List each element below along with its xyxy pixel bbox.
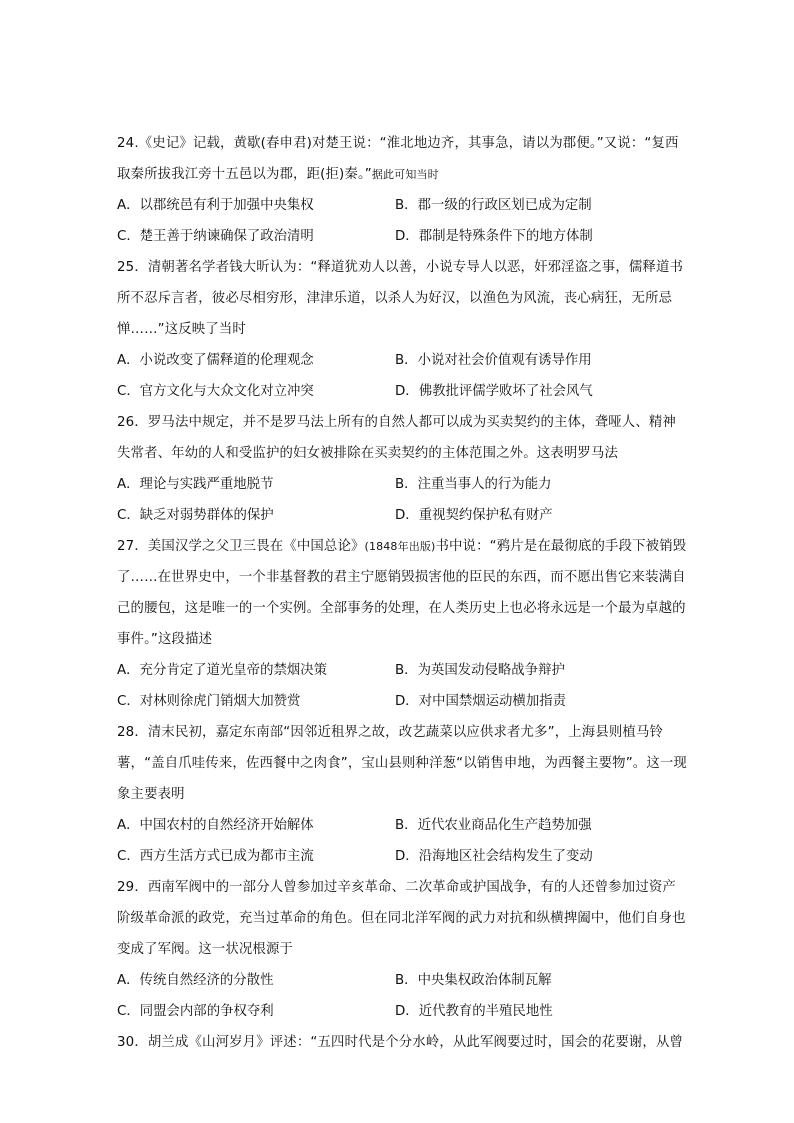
option-d: D．沿海地区社会结构发生了变动 bbox=[395, 849, 593, 864]
option-b: B．小说对社会价值观有诱导作用 bbox=[395, 353, 592, 368]
option-d: D．佛教批评儒学败坏了社会风气 bbox=[395, 384, 593, 399]
option-b: B．近代农业商品化生产趋势加强 bbox=[395, 818, 592, 833]
question-24 bbox=[117, 128, 689, 252]
stem-text: 书中说：“鸦片是在最彻底的手段下被销毁了……在世界史中，一个非基督教的君主宁愿销毁损害他的臣民的东西，而不愿出售它来装满自己的腰包，这是唯一的一个实例。全部事务的处理，在人类历史上也必将永远是一个最为卓越的事件。”这段描述 bbox=[117, 539, 687, 647]
option-a: A．以郡统邑有利于加强中央集权 bbox=[117, 198, 314, 213]
options bbox=[117, 190, 689, 252]
question-28 bbox=[117, 717, 689, 872]
option-b: B．郡一级的行政区划已成为定制 bbox=[395, 198, 592, 213]
options bbox=[117, 469, 689, 531]
option-b: B．注重当事人的行为能力 bbox=[395, 477, 552, 492]
option-a: A．小说改变了儒释道的伦理观念 bbox=[117, 353, 314, 368]
question-30 bbox=[117, 1027, 689, 1058]
stem-tail: 据此可知当时 bbox=[371, 168, 439, 181]
options bbox=[117, 655, 689, 717]
options bbox=[117, 965, 689, 1027]
question-stem bbox=[117, 128, 689, 190]
exam-page bbox=[117, 128, 689, 1058]
question-stem: 29．西南军阀中的一部分人曾参加过辛亥革命、二次革命或护国战争，有的人还曾参加过资产阶级革命派的政党，充当过革命的角色。但在同北洋军阀的武力对抗和纵横捭阖中，他们自身也变成了军阀。这一状况根源于 bbox=[117, 880, 686, 957]
option-d: D．对中国禁烟运动横加指责 bbox=[395, 694, 566, 709]
stem-prefix: 27．美国汉学之父卫三畏在《中国总论》 bbox=[117, 539, 365, 554]
question-stem: 25．清朝著名学者钱大昕认为：“释道犹劝人以善，小说专导人以恶，奸邪淫盗之事，儒释道书所不忍斥言者，彼必尽相穷形，津津乐道，以杀人为好汉，以渔色为风流，丧心病狂，无所忌惮……”这反映了当时 bbox=[117, 260, 684, 337]
question-stem: 28．清末民初，嘉定东南部“因邻近租界之故，改艺蔬菜以应供求者尤多”，上海县则植马铃薯，“盖自爪哇传来，佐西餐中之肉食”，宝山县则种洋葱“以销售申地，为西餐主要物”。这一现象主要表明 bbox=[117, 725, 687, 802]
option-c: C．西方生活方式已成为都市主流 bbox=[117, 849, 314, 864]
question-stem: 30．胡兰成《山河岁月》评述：“五四时代是个分水岭，从此军阀要过时，国会的花要谢，从曾 bbox=[117, 1035, 684, 1050]
question-26 bbox=[117, 407, 689, 531]
option-d: D．重视契约保护私有财产 bbox=[395, 508, 553, 523]
option-c: C．同盟会内部的争权夺利 bbox=[117, 1004, 274, 1019]
option-a: A．充分肯定了道光皇帝的禁烟决策 bbox=[117, 663, 328, 678]
option-a: A．传统自然经济的分散性 bbox=[117, 973, 274, 988]
options bbox=[117, 345, 689, 407]
question-25 bbox=[117, 252, 689, 407]
option-b: B．为英国发动侵略战争辩护 bbox=[395, 663, 565, 678]
option-d: D．近代教育的半殖民地性 bbox=[395, 1004, 553, 1019]
option-a: A．理论与实践严重地脱节 bbox=[117, 477, 274, 492]
option-c: C．楚王善于纳谏确保了政治清明 bbox=[117, 229, 314, 244]
option-d: D．郡制是特殊条件下的地方体制 bbox=[395, 229, 593, 244]
option-c: C．缺乏对弱势群体的保护 bbox=[117, 508, 274, 523]
option-b: B．中央集权政治体制瓦解 bbox=[395, 973, 552, 988]
options bbox=[117, 810, 689, 872]
question-stem: 26．罗马法中规定，并不是罗马法上所有的自然人都可以成为买卖契约的主体，聋哑人、精神失常者、年幼的人和受监护的妇女被排除在买卖契约的主体范围之外。这表明罗马法 bbox=[117, 415, 676, 461]
stem-small-note: (1848年出版) bbox=[364, 540, 436, 553]
option-c: C．对林则徐虎门销烟大加赞赏 bbox=[117, 694, 301, 709]
question-27 bbox=[117, 531, 689, 717]
question-stem bbox=[117, 531, 689, 655]
option-c: C．官方文化与大众文化对立冲突 bbox=[117, 384, 314, 399]
stem-text: 24.《史记》记载，黄歇(春申君)对楚王说：“淮北地边齐，其事急，请以为郡便。”又说：“复西取秦所拔我江旁十五邑以为郡，距(拒)秦。” bbox=[117, 136, 679, 182]
option-a: A．中国农村的自然经济开始解体 bbox=[117, 818, 314, 833]
question-29 bbox=[117, 872, 689, 1027]
